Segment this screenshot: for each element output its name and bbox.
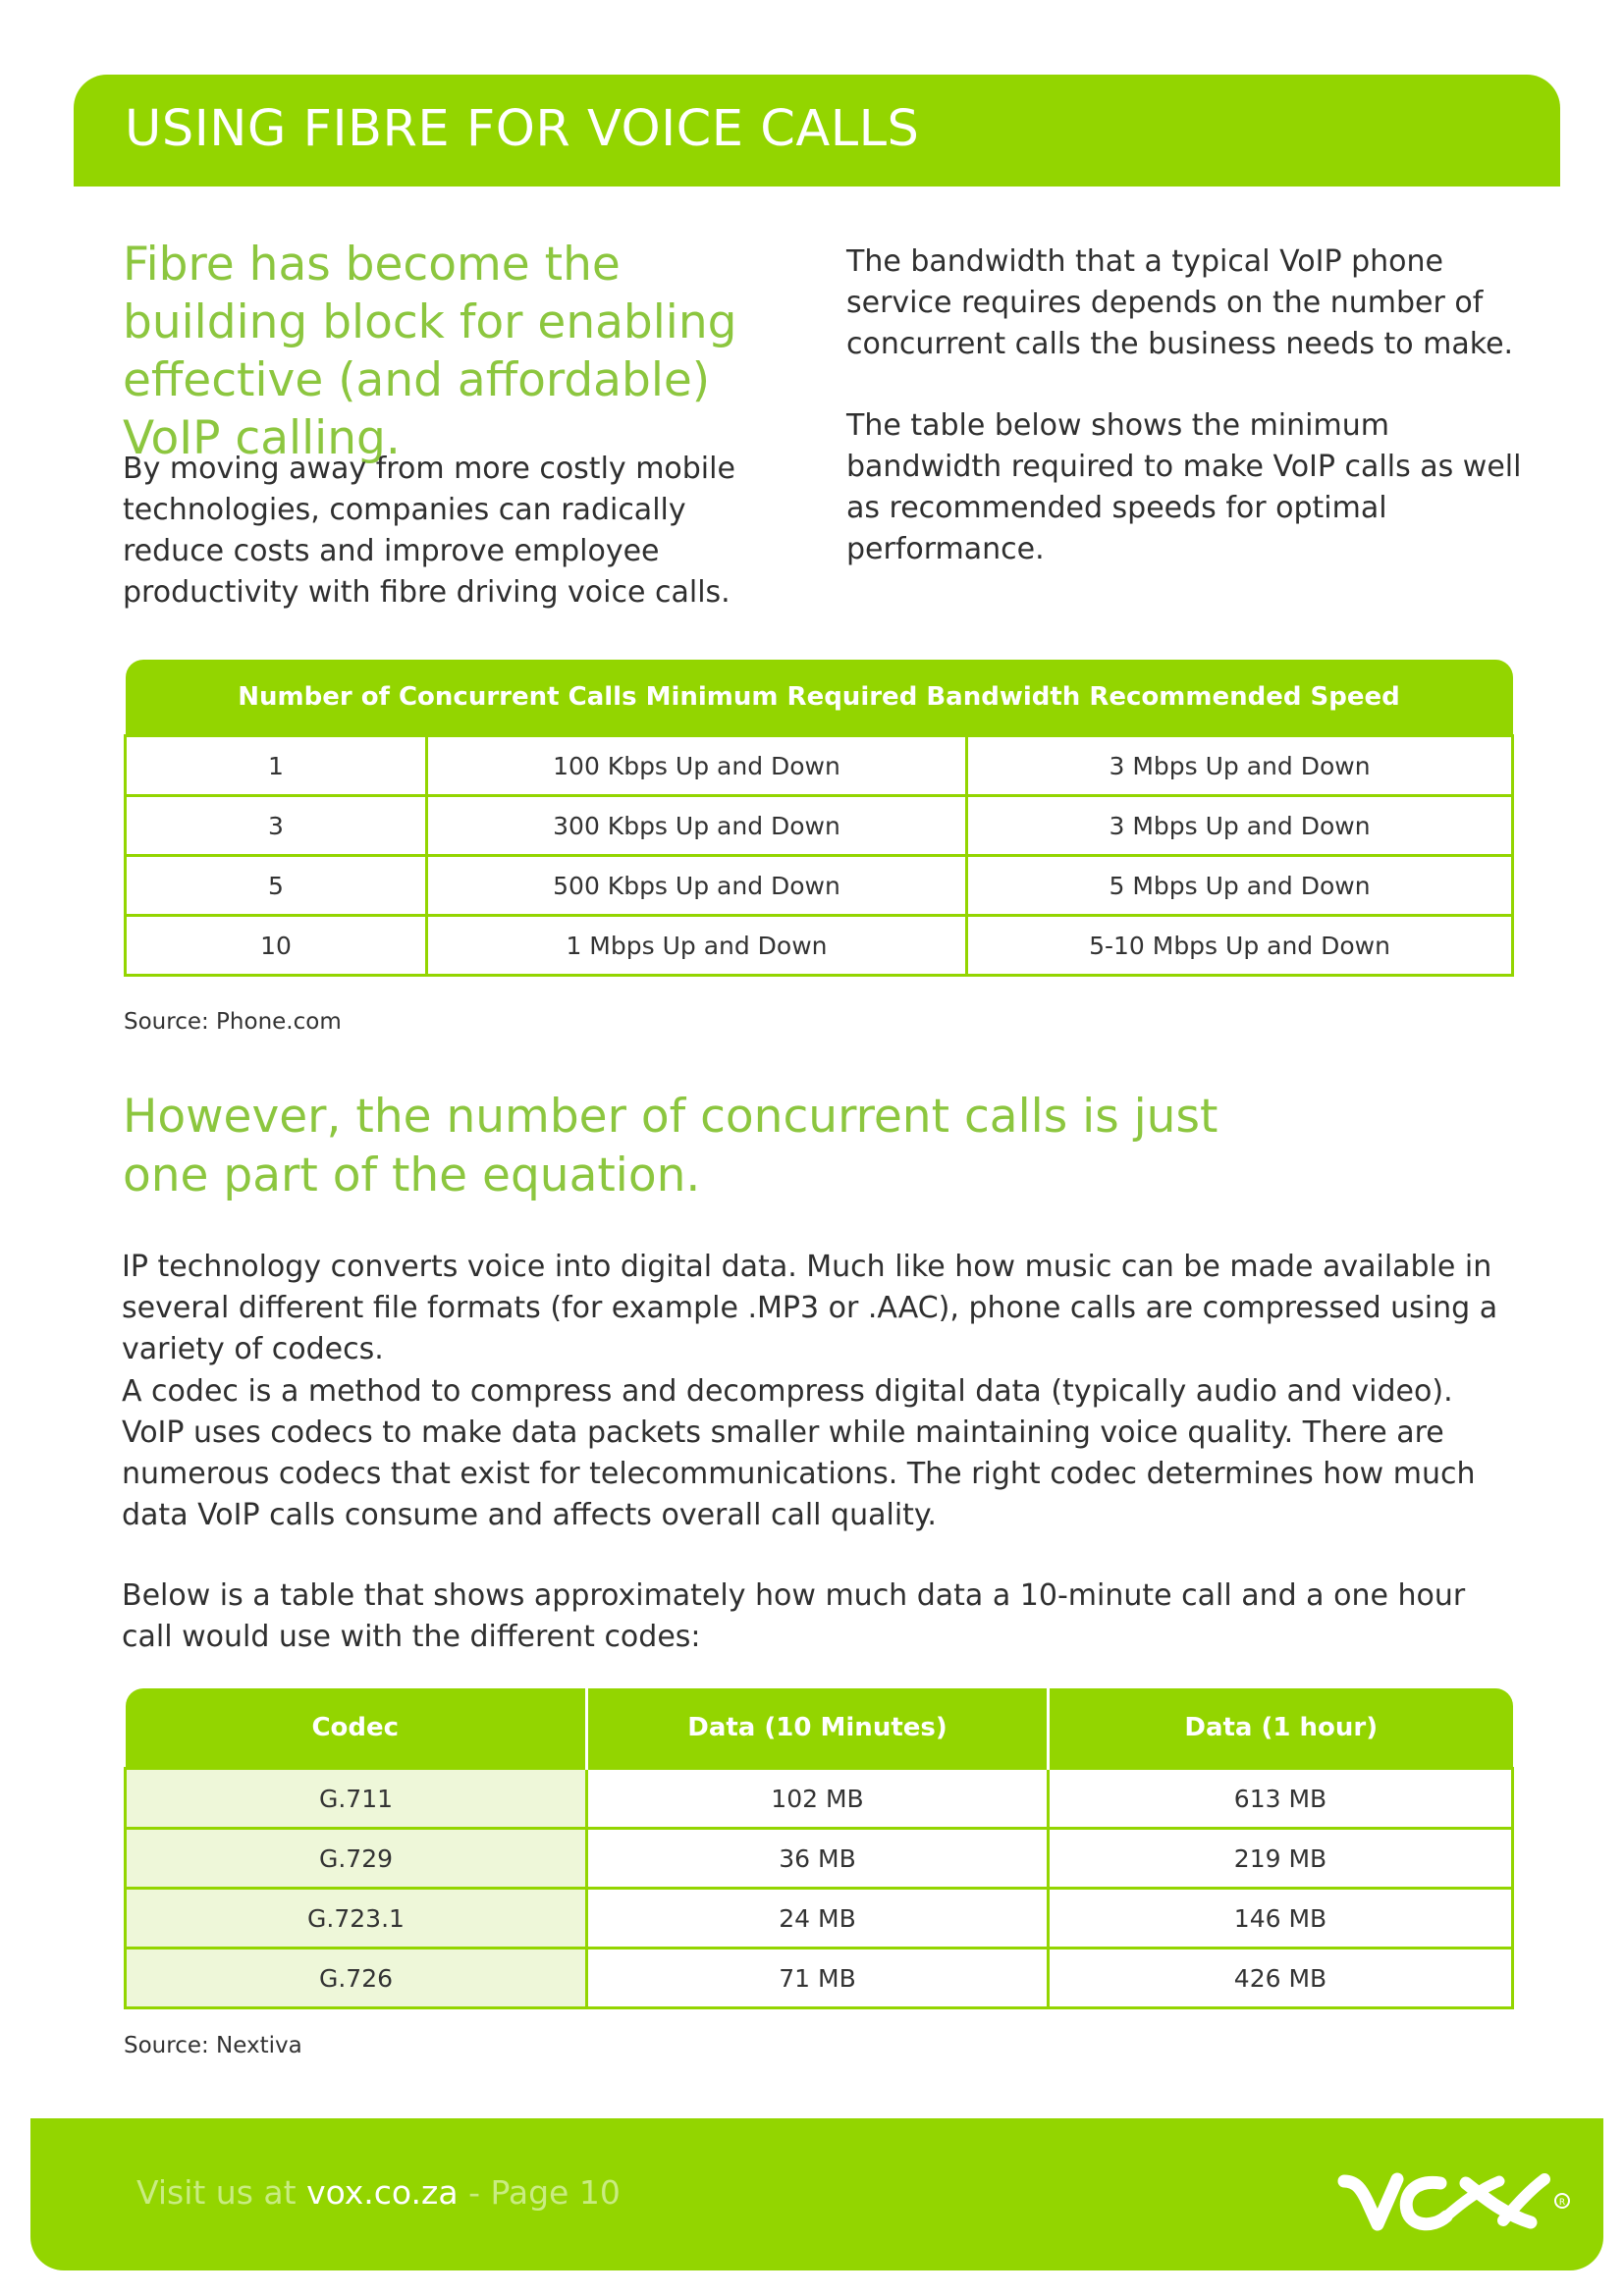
column-header-codec: Codec: [126, 1688, 587, 1769]
table-cell: 10: [126, 916, 427, 976]
table-cell: 1 Mbps Up and Down: [427, 916, 967, 976]
table-cell: 5 Mbps Up and Down: [967, 856, 1513, 916]
table-cell: 24 MB: [587, 1889, 1049, 1949]
section-paragraph-1: IP technology converts voice into digital data. Much like how music can be made available in several different file formats (for example .MP3 or .AAC), phone calls are compressed using a variety of codecs.: [122, 1250, 1498, 1366]
intro-paragraph-3: The table below shows the minimum bandwidth required to make VoIP calls as well as recommended speeds for optimal performance.: [846, 408, 1522, 566]
page-title: USING FIBRE FOR VOICE CALLS: [125, 100, 920, 158]
table-cell: 5: [126, 856, 427, 916]
table-row: [126, 856, 1513, 916]
footer-website-link[interactable]: vox.co.za: [306, 2173, 459, 2212]
table-row: [126, 736, 1513, 796]
bandwidth-table-source: Source: Phone.com: [124, 1009, 342, 1035]
section-paragraph-3: Below is a table that shows approximately how much data a 10-minute call and a one hour call would use with the different codes:: [122, 1578, 1466, 1654]
table-cell: 500 Kbps Up and Down: [427, 856, 967, 916]
footer-prefix: Visit us at: [136, 2173, 307, 2212]
vox-logo: [1336, 2160, 1582, 2238]
table-cell: 146 MB: [1049, 1889, 1513, 1949]
table-cell: G.729: [126, 1829, 587, 1889]
footer-page-label: - Page 10: [458, 2173, 621, 2212]
section-heading: However, the number of concurrent calls is just one part of the equation.: [123, 1090, 1218, 1202]
bandwidth-table: [124, 660, 1514, 977]
column-header-data-1hour: Data (1 hour): [1049, 1688, 1513, 1769]
table-cell: 426 MB: [1049, 1949, 1513, 2008]
table-cell: G.711: [126, 1769, 587, 1829]
table-cell: 300 Kbps Up and Down: [427, 796, 967, 856]
table-cell: 3 Mbps Up and Down: [967, 736, 1513, 796]
table-row: [126, 1949, 1513, 2008]
table-cell: 100 Kbps Up and Down: [427, 736, 967, 796]
table-cell: 71 MB: [587, 1949, 1049, 2008]
codec-table-source: Source: Nextiva: [124, 2033, 302, 2058]
footer-text: [136, 2173, 621, 2212]
section-paragraph-2: A codec is a method to compress and decompress digital data (typically audio and video). VoIP uses codecs to make data packets smaller while maintaining voice quality. There are numerous codecs that exist for telecommunications. The right codec determines how much data VoIP calls consume and affects overall call quality.: [122, 1374, 1476, 1532]
table-cell: G.726: [126, 1949, 587, 2008]
bandwidth-table-header: Number of Concurrent Calls Minimum Required Bandwidth Recommended Speed: [126, 660, 1513, 736]
codec-table: [124, 1688, 1514, 2009]
table-cell: 36 MB: [587, 1829, 1049, 1889]
intro-heading: Fibre has become the building block for enabling effective (and affordable) VoIP calling.: [123, 238, 737, 465]
intro-paragraph-1: By moving away from more costly mobile technologies, companies can radically reduce costs and improve employee productivity with fibre driving voice calls.: [123, 452, 735, 610]
table-row: [126, 1829, 1513, 1889]
table-row: [126, 796, 1513, 856]
column-header-data-10min: Data (10 Minutes): [587, 1688, 1049, 1769]
table-row: [126, 1889, 1513, 1949]
table-row: [126, 916, 1513, 976]
table-cell: G.723.1: [126, 1889, 587, 1949]
table-cell: 1: [126, 736, 427, 796]
table-cell: 613 MB: [1049, 1769, 1513, 1829]
table-cell: 102 MB: [587, 1769, 1049, 1829]
codec-table-header-row: [126, 1688, 1513, 1769]
table-cell: 3: [126, 796, 427, 856]
page-footer: [30, 2118, 1603, 2270]
page-header: [74, 75, 1560, 187]
table-cell: 3 Mbps Up and Down: [967, 796, 1513, 856]
table-row: [126, 1769, 1513, 1829]
intro-paragraph-2: The bandwidth that a typical VoIP phone service requires depends on the number of concurrent calls the business needs to make.: [846, 244, 1514, 361]
svg-text:R: R: [1558, 2198, 1566, 2208]
table-cell: 5-10 Mbps Up and Down: [967, 916, 1513, 976]
table-cell: 219 MB: [1049, 1829, 1513, 1889]
